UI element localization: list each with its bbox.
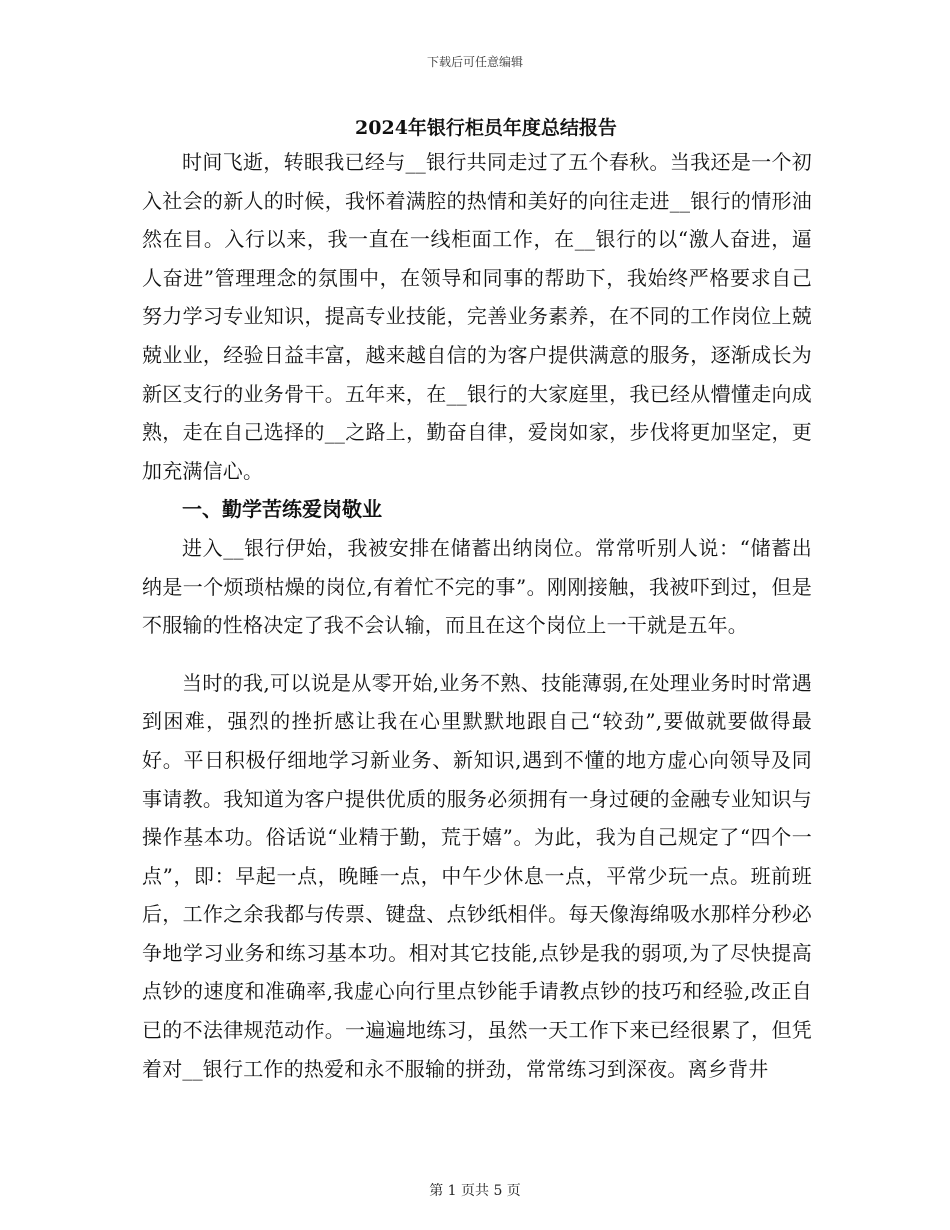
document-body — [142, 113, 812, 1088]
page-header: 下载后可任意编辑 — [426, 55, 523, 69]
paragraph-section-1: 进入__银行伊始，我被安排在储蓄出纳岗位。常常听别人说：“储蓄出纳是一个烦琐枯燥的岗位,有着忙不完的事”。刚刚接触，我被吓到过，但是不服输的性格决定了我不会认输，而且在这个岗位上一干就是五年。 — [142, 535, 812, 638]
page-footer: 第 1 页共 5 页 — [429, 1183, 521, 1199]
paragraph-section-2: 当时的我,可以说是从零开始,业务不熟、技能薄弱,在处理业务时时常遇到困难，强烈的挫折感让我在心里默默地跟自己“较劲”,要做就要做得最好。平日积极仔细地学习新业务、新知识,遇到不懂的地方虚心向领导及同事请教。我知道为客户提供优质的服务必须拥有一身过硬的金融专业知识与操作基本功。俗话说“业精于勤，荒于嬉”。为此，我为自己规定了“四个一点”，即：早起一点，晚睡一点，中午少休息一点，平常少玩一点。班前班后，工作之余我都与传票、键盘、点钞纸相伴。每天像海绵吸水那样分秒必争地学习业务和练习基本功。相对其它技能,点钞是我的弱项,为了尽快提高点钞的速度和准确率,我虚心向行里点钞能手请教点钞的技巧和经验,改正自已的不法律规范动作。一遍遍地练习，虽然一天工作下来已经很累了，但凭着对__银行工作的热爱和永不服输的拼劲，常常练习到深夜。离乡背井 — [142, 670, 812, 1081]
document-title: 2024年银行柜员年度总结报告 — [355, 117, 617, 139]
section-heading: 一、勤学苦练爱岗敬业 — [182, 497, 382, 522]
paragraph-intro: 时间飞逝，转眼我已经与__银行共同走过了五个春秋。当我还是一个初入社会的新人的时候，我怀着满腔的热情和美好的向往走进__银行的情形油然在目。入行以来，我一直在一线柜面工作，在__银行的以“激人奋进，逼人奋进”管理理念的氛围中，在领导和同事的帮助下，我始终严格要求自己努力学习专业知识，提高专业技能，完善业务素养，在不同的工作岗位上兢兢业业，经验日益丰富，越来越自信的为客户提供满意的服务，逐渐成长为新区支行的业务骨干。五年来，在__银行的大家庭里，我已经从懵懂走向成熟，走在自己选择的__之路上，勤奋自律，爱岗如家，步伐将更加坚定，更加充满信心。 — [142, 150, 812, 483]
